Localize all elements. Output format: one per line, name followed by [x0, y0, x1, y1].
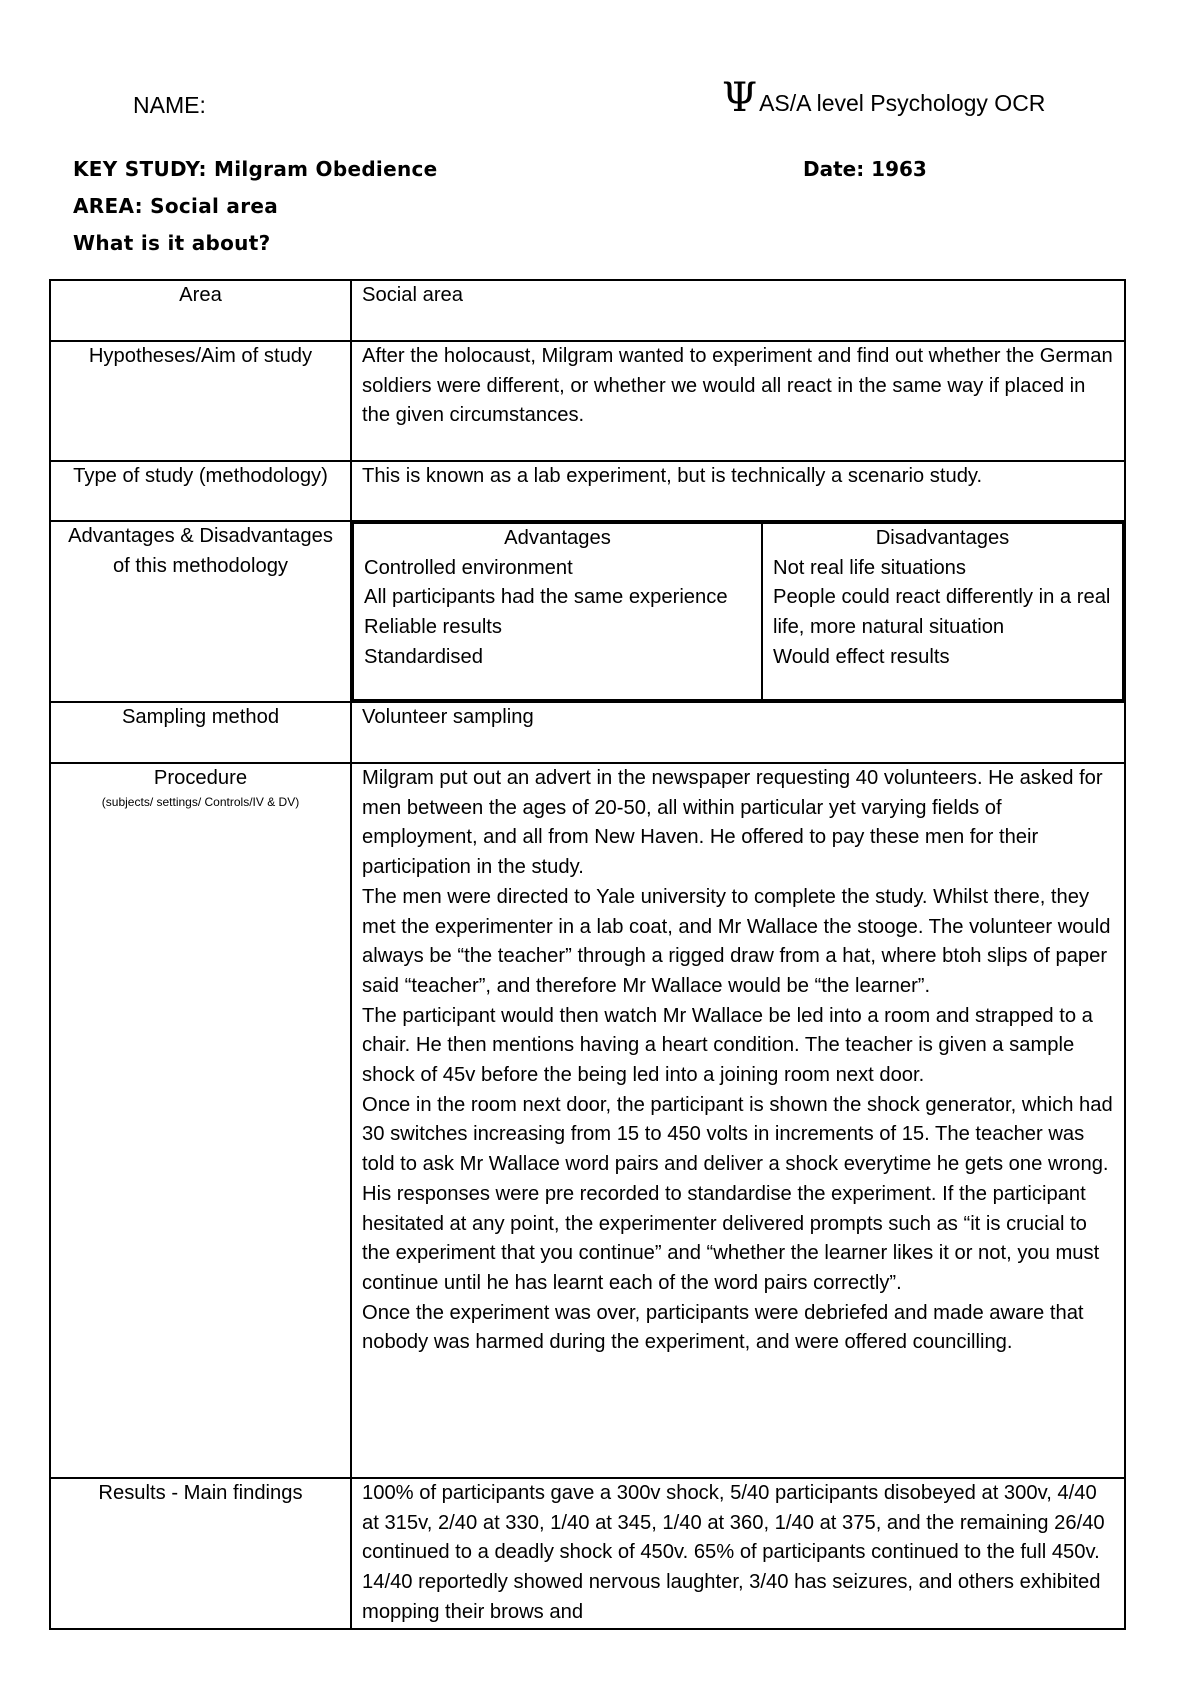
- procedure-paragraph: Once in the room next door, the participant is shown the shock generator, which had 30 switches increasing from 15 to 450 volts in increments of 15. The teacher was told to ask Mr Wallace word pairs and deliver a shock everytime he gets one wrong. His responses were pre recorded to standardise the experiment. If the participant hesitated at any point, the experimenter delivered prompts such as “it is crucial to the experiment that you continue” and “whether the learner likes it or not, you must continue until he has learnt each of the word pairs correctly”.: [362, 1093, 1113, 1294]
- row-aim: [50, 341, 1125, 461]
- procedure-paragraph: Milgram put out an advert in the newspaper requesting 40 volunteers. He asked for men between the ages of 20-50, all within particular yet varying fields of employment, and all from New Haven. He offered to pay these men for their participation in the study.: [362, 767, 1103, 879]
- advdis-subtable: [352, 522, 1124, 701]
- advantages-header: Advantages: [504, 527, 611, 549]
- row-type: [50, 461, 1125, 521]
- study-date: Date: 1963: [803, 157, 927, 181]
- row-area: [50, 280, 1125, 341]
- procedure-paragraph: The participant would then watch Mr Wallace be led into a room and strapped to a chair. He then mentions having a heart condition. The teacher is given a sample shock of 45v before the being led into a joining room next door.: [362, 1004, 1093, 1087]
- what-about-title: What is it about?: [73, 231, 271, 255]
- procedure-label-cell: [50, 763, 351, 1478]
- results-value: 100% of participants gave a 300v shock, 5/40 participants disobeyed at 300v, 4/40 at 315v, 2/40 at 330, 1/40 at 345, 1/40 at 360, 1/40 at 375, and the remaining 26/40 continued to a deadly shock of 450v. 65% of participants continued to the full 450v. 14/40 reportedly showed nervous laughter, 3/40 has seizures, and others exhibited mopping their brows and: [351, 1478, 1125, 1629]
- name-label: NAME:: [133, 92, 206, 118]
- advdis-label: Advantages & Disadvantages of this methodology: [50, 521, 351, 702]
- advantage-item: Controlled environment: [364, 556, 573, 579]
- subject-title: AS/A level Psychology OCR: [759, 90, 1046, 116]
- aim-value: After the holocaust, Milgram wanted to experiment and find out whether the German soldiers were different, or whether we would all react in the same way if placed in the given circumstances.: [351, 341, 1125, 461]
- disadvantage-item: People could react differently in a real life, more natural situation: [773, 586, 1111, 639]
- psi-icon: Ψ: [722, 75, 758, 121]
- procedure-label: Procedure: [153, 767, 248, 789]
- area-label: Area: [50, 280, 351, 341]
- results-label: Results - Main findings: [50, 1478, 351, 1629]
- row-advantages-disadvantages: [50, 521, 1125, 702]
- row-results: [50, 1478, 1125, 1629]
- advantage-item: Reliable results: [364, 616, 503, 639]
- disadvantage-item: Would effect results: [773, 645, 950, 668]
- advantages-column: [353, 523, 762, 700]
- advantage-item: Standardised: [364, 645, 483, 668]
- type-label: Type of study (methodology): [50, 461, 351, 521]
- procedure-value: [351, 763, 1125, 1478]
- disadvantage-item: Not real life situations: [773, 556, 966, 579]
- aim-label: Hypotheses/Aim of study: [50, 341, 351, 461]
- procedure-paragraph: The men were directed to Yale university to complete the study. Whilst there, they met the experimenter in a lab coat, and Mr Wallace the stooge. The volunteer would always be “the teacher” through a rigged draw from a hat, where btoh slips of paper said “teacher”, and therefore Mr Wallace would be “the learner”.: [362, 885, 1111, 997]
- key-study-title: KEY STUDY: Milgram Obedience: [73, 157, 438, 181]
- study-table: [49, 279, 1126, 1630]
- row-procedure: [50, 763, 1125, 1478]
- advantage-item: All participants had the same experience: [364, 586, 728, 609]
- type-value: This is known as a lab experiment, but is technically a scenario study.: [351, 461, 1125, 521]
- subject-header: [722, 75, 1046, 121]
- advdis-cell: [351, 521, 1125, 702]
- disadvantages-column: [762, 523, 1123, 700]
- procedure-sublabel: (subjects/ settings/ Controls/IV & DV): [101, 794, 300, 809]
- area-value: Social area: [351, 280, 1125, 341]
- sampling-value: Volunteer sampling: [351, 702, 1125, 763]
- area-title: AREA: Social area: [73, 194, 279, 218]
- disadvantages-header: Disadvantages: [875, 527, 1010, 549]
- procedure-paragraph: Once the experiment was over, participants were debriefed and made aware that nobody was harmed during the experiment, and were offered councilling.: [362, 1301, 1084, 1354]
- sampling-label: Sampling method: [50, 702, 351, 763]
- row-sampling: [50, 702, 1125, 763]
